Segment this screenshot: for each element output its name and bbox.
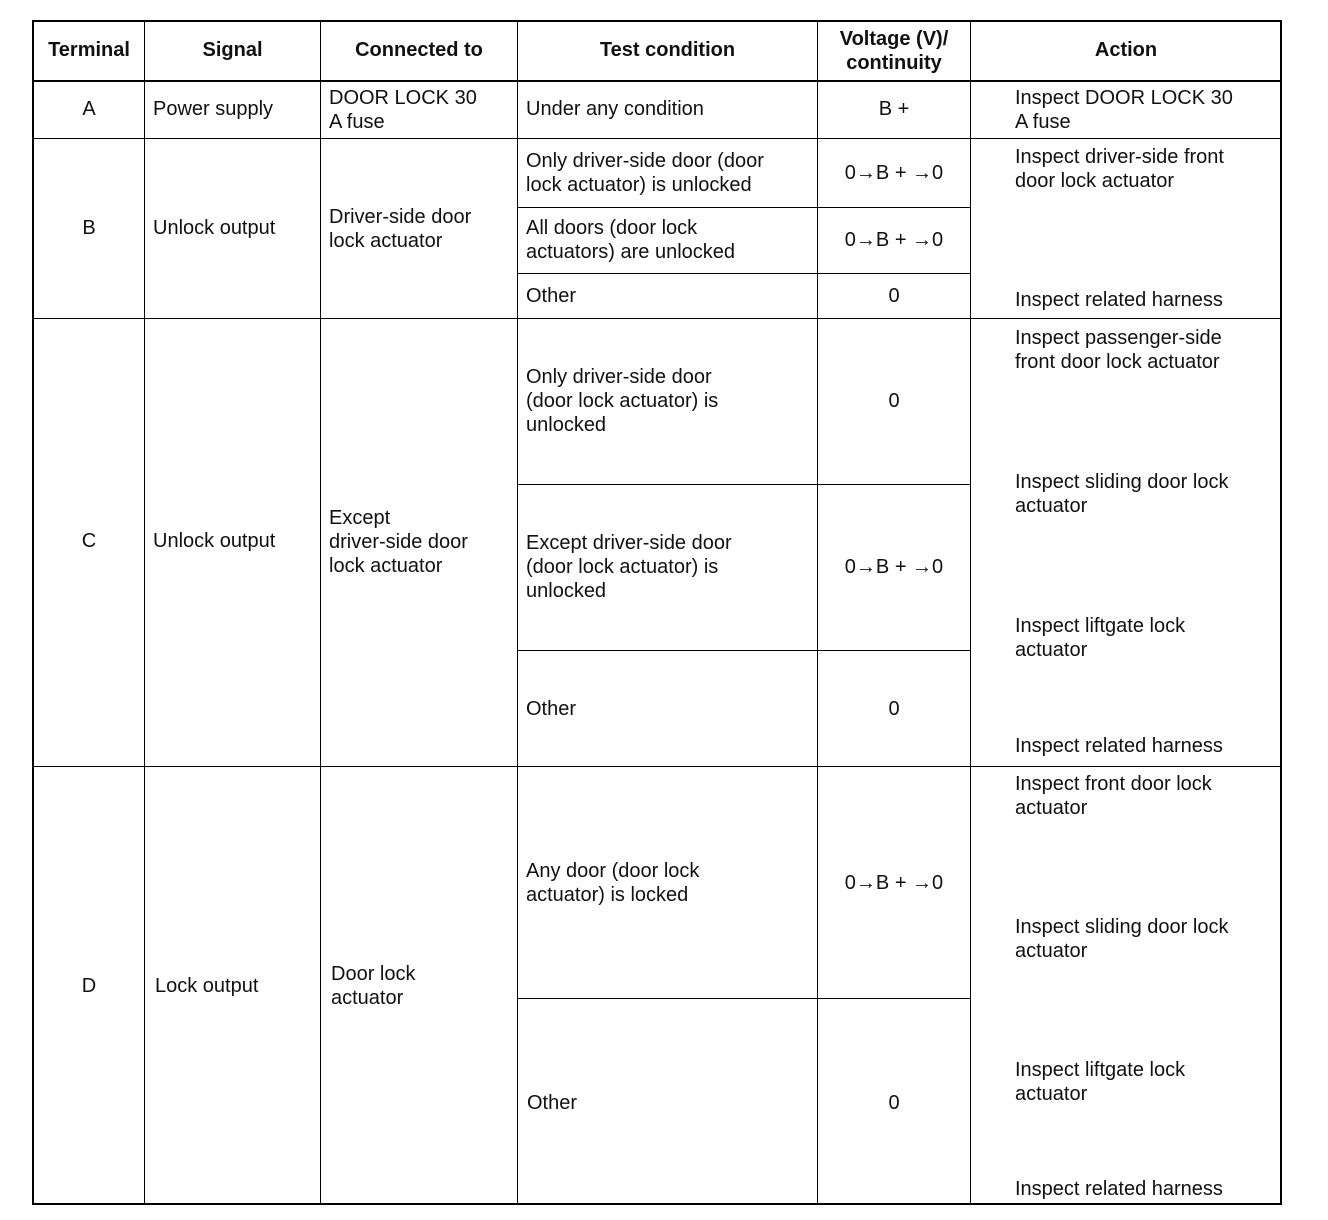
terminal-table — [32, 20, 1282, 1205]
test-c-2: Except driver-side door (door lock actuator) is unlocked — [526, 532, 732, 602]
signal-b: Unlock output — [153, 217, 276, 239]
terminal-c: C — [81, 530, 97, 552]
voltage-b-3: 0 — [888, 285, 900, 307]
connected-d: Door lock actuator — [331, 963, 416, 1009]
action-c-4: Inspect related harness — [1015, 735, 1223, 757]
terminal-a: A — [82, 98, 96, 120]
sub-row-divider — [517, 650, 971, 651]
test-a: Under any condition — [526, 98, 704, 120]
test-c-3: Other — [526, 698, 577, 720]
col-divider — [970, 20, 971, 1205]
voltage-a: B + — [878, 98, 910, 120]
header-signal: Signal — [202, 39, 263, 61]
voltage-d-2: 0 — [888, 1092, 900, 1114]
col-divider — [320, 20, 321, 1205]
col-divider — [517, 20, 518, 1205]
row-divider — [32, 80, 1282, 82]
connected-a: DOOR LOCK 30 A fuse — [329, 87, 477, 133]
action-a: Inspect DOOR LOCK 30 A fuse — [1015, 87, 1233, 133]
voltage-d-1: 0→B + →0 — [844, 872, 944, 894]
test-b-2: All doors (door lock actuators) are unlocked — [526, 217, 736, 263]
action-b-2: Inspect related harness — [1015, 289, 1223, 311]
row-divider — [32, 138, 1282, 139]
action-b-1: Inspect driver-side front door lock actuator — [1015, 146, 1224, 192]
header-action: Action — [1094, 39, 1158, 61]
connected-c: Except driver-side door lock actuator — [329, 507, 468, 577]
test-c-1: Only driver-side door (door lock actuator) is unlocked — [526, 366, 719, 436]
sub-row-divider — [517, 273, 971, 274]
action-c-3: Inspect liftgate lock actuator — [1015, 615, 1186, 661]
col-divider — [817, 20, 818, 1205]
row-divider — [32, 766, 1282, 767]
voltage-b-2: 0→B + →0 — [844, 229, 944, 251]
header-voltage: Voltage (V)/ continuity — [839, 28, 949, 74]
action-c-1: Inspect passenger-side front door lock actuator — [1015, 327, 1222, 373]
terminal-d: D — [81, 975, 97, 997]
voltage-c-2: 0→B + →0 — [844, 556, 944, 578]
signal-a: Power supply — [153, 98, 274, 120]
terminal-b: B — [82, 217, 96, 239]
action-d-2: Inspect sliding door lock actuator — [1015, 916, 1229, 962]
voltage-c-3: 0 — [888, 698, 900, 720]
sub-row-divider — [517, 207, 971, 208]
col-divider — [144, 20, 145, 1205]
header-terminal: Terminal — [48, 39, 130, 61]
signal-c: Unlock output — [153, 530, 276, 552]
header-connected-to: Connected to — [355, 39, 483, 61]
test-d-1: Any door (door lock actuator) is locked — [526, 860, 700, 906]
signal-d: Lock output — [155, 975, 259, 997]
action-d-3: Inspect liftgate lock actuator — [1015, 1059, 1186, 1105]
header-test-condition: Test condition — [599, 39, 736, 61]
sub-row-divider — [517, 998, 971, 999]
test-b-3: Other — [526, 285, 577, 307]
connected-b: Driver-side door lock actuator — [329, 206, 472, 252]
test-b-1: Only driver-side door (door lock actuator) is unlocked — [526, 150, 764, 196]
voltage-b-1: 0→B + →0 — [844, 162, 944, 184]
test-d-2: Other — [527, 1092, 578, 1114]
sub-row-divider — [517, 484, 971, 485]
action-d-4: Inspect related harness — [1015, 1178, 1223, 1200]
action-c-2: Inspect sliding door lock actuator — [1015, 471, 1229, 517]
row-divider — [32, 318, 1282, 319]
voltage-c-1: 0 — [888, 390, 900, 412]
action-d-1: Inspect front door lock actuator — [1015, 773, 1212, 819]
